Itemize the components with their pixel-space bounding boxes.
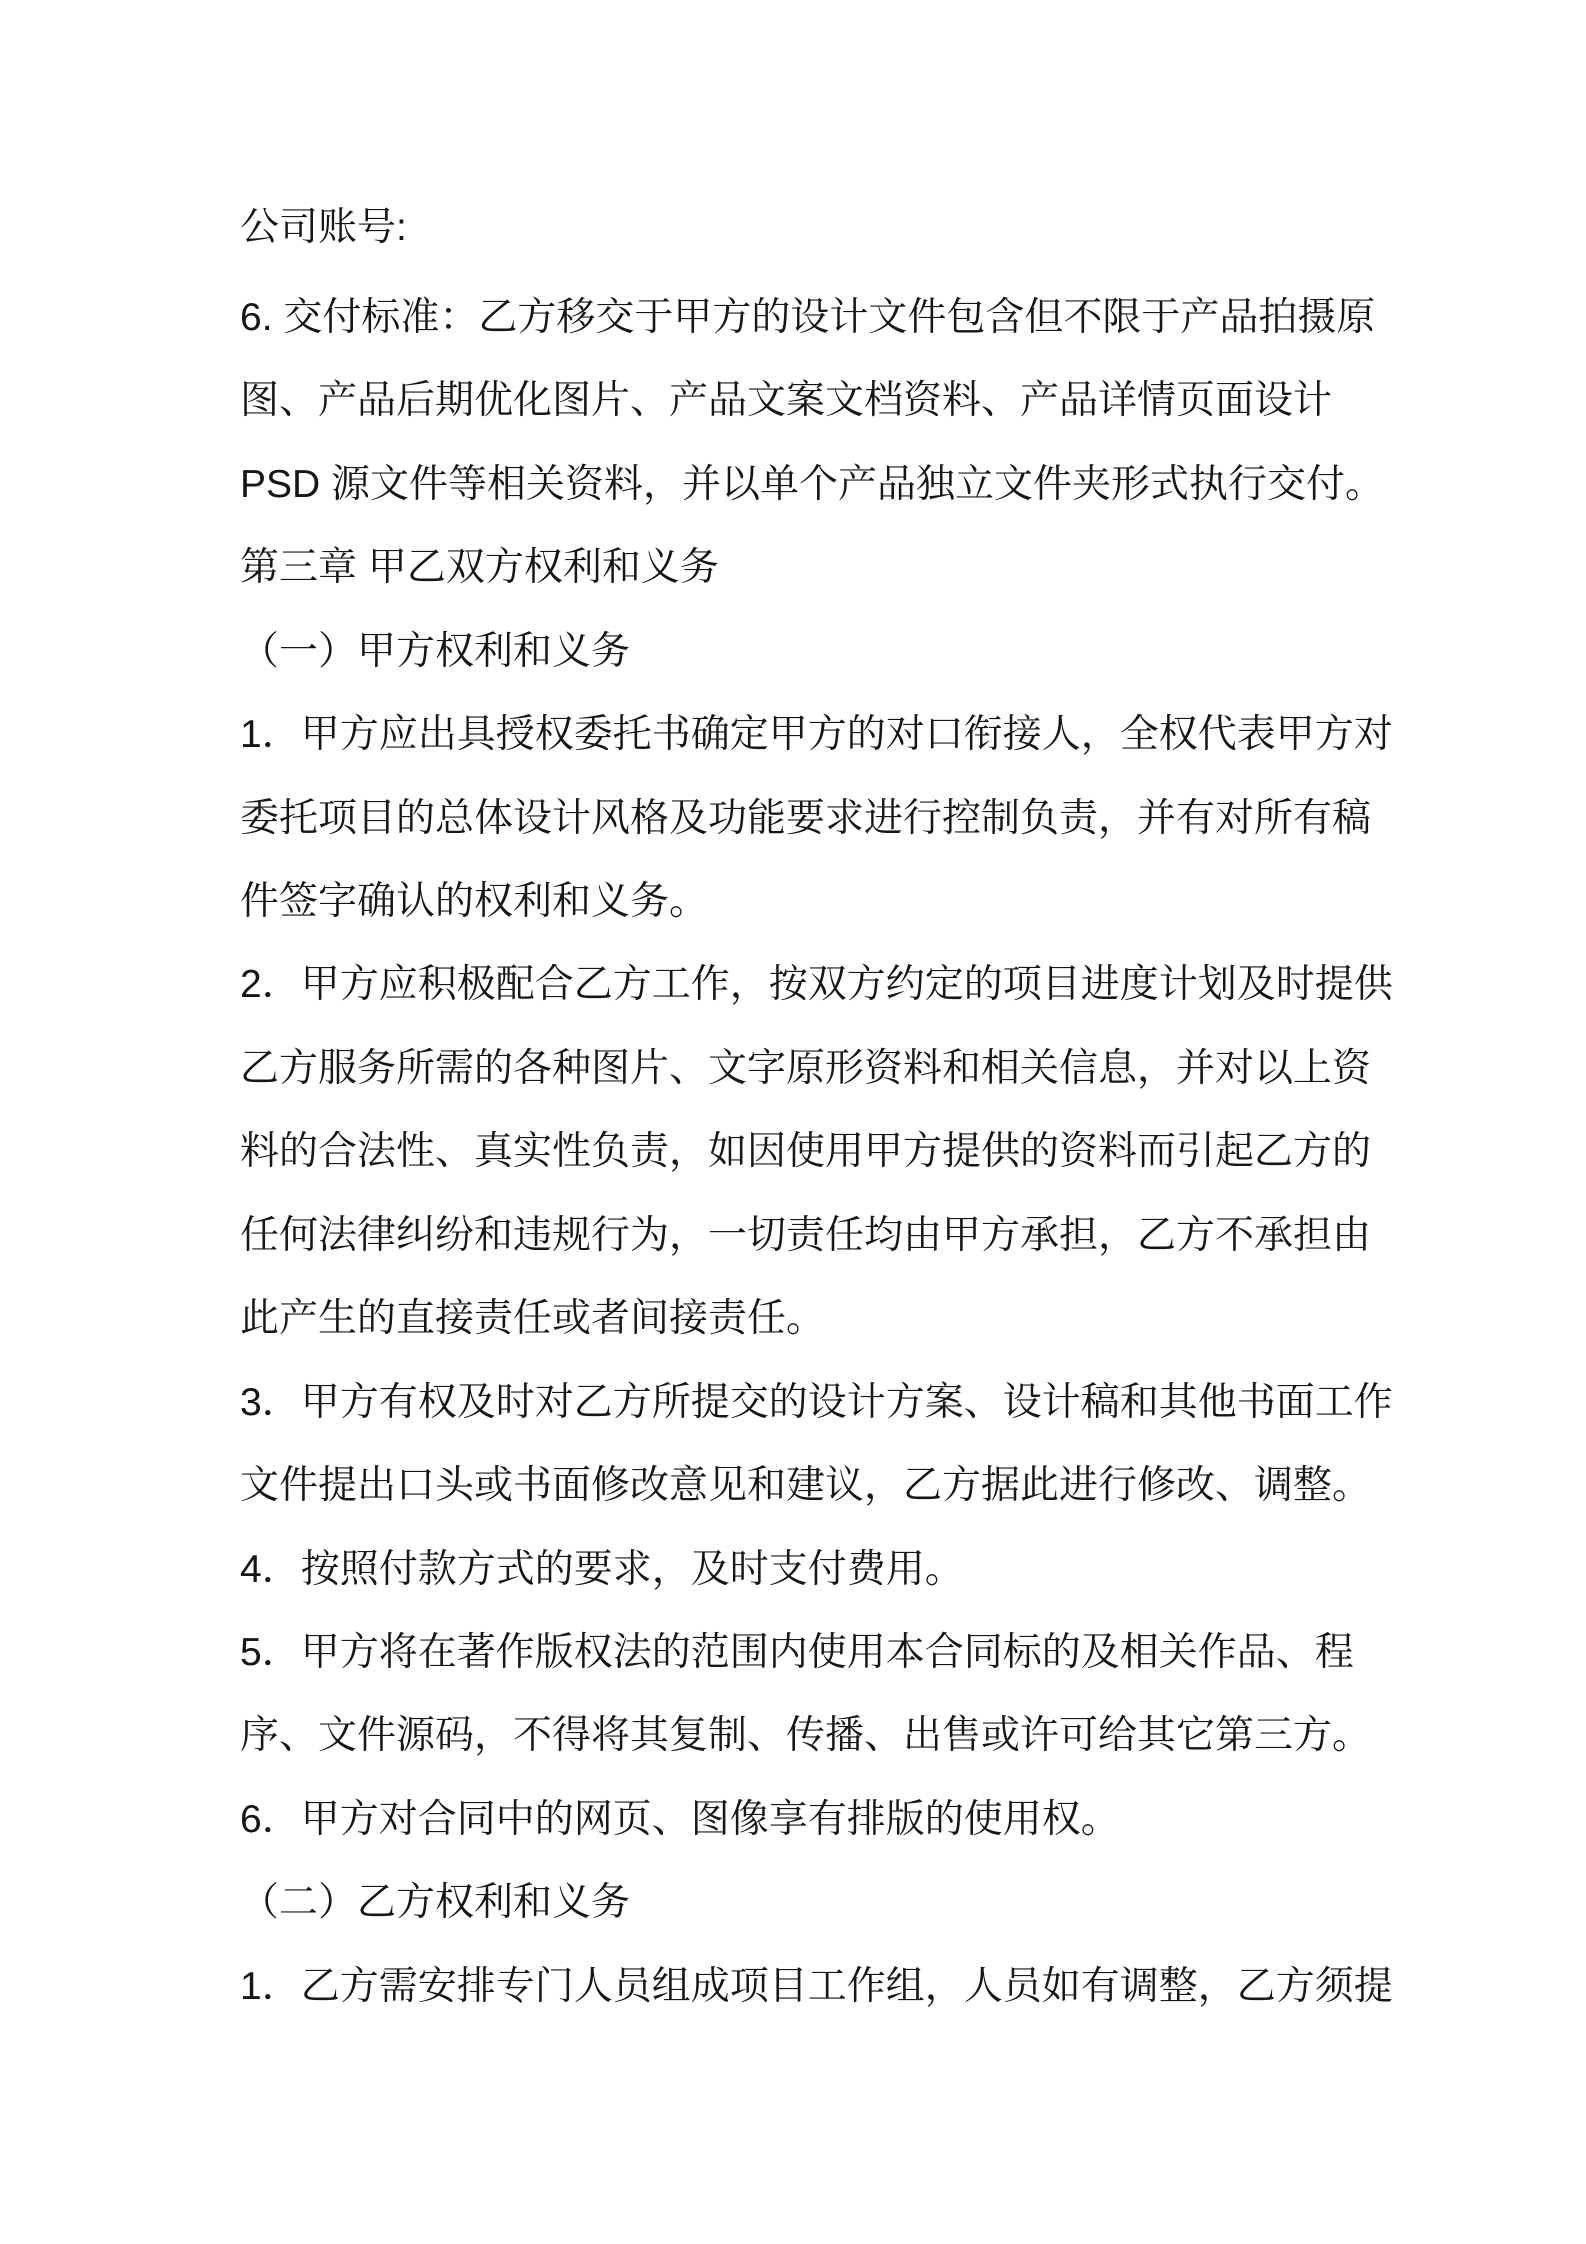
text-line: 1．甲方应出具授权委托书确定甲方的对口衔接人，全权代表甲方对 [240,713,1393,757]
text-line: 料的合法性、真实性负责，如因使用甲方提供的资料而引起乙方的 [240,1130,1372,1174]
clause-item [240,943,1440,1360]
section-heading: （一）甲方权利和义务 [240,629,631,673]
text-line: 乙方服务所需的各种图片、文字原形资料和相关信息，并对以上资 [240,1046,1372,1090]
party-b-section [240,1861,1440,2028]
text-line: 6．甲方对合同中的网页、图像享有排版的使用权。 [240,1797,1120,1841]
document-body [240,186,1440,2028]
text-line: 序、文件源码，不得将其复制、传播、出售或许可给其它第三方。 [240,1714,1372,1758]
chapter-title: 第三章 甲乙双方权利和义务 [240,546,719,590]
clause-item [240,1945,1440,2028]
clause-item [240,1611,1440,1778]
text-line: 6. 交付标准：乙方移交于甲方的设计文件包含但不限于产品拍摄原 [240,295,1376,339]
clause-item [240,1778,1440,1861]
section-heading: （二）乙方权利和义务 [240,1881,631,1925]
text-line: 委托项目的总体设计风格及功能要求进行控制负责，并有对所有稿 [240,796,1372,840]
clause-item [240,693,1440,943]
text-line: 件签字确认的权利和义务。 [240,880,709,923]
text-line: PSD 源文件等相关资料，并以单个产品独立文件夹形式执行交付。 [240,462,1385,506]
clause-item [240,1528,1440,1611]
text-line: 4．按照付款方式的要求，及时支付费用。 [240,1547,964,1591]
text-line: 2．甲方应积极配合乙方工作，按双方约定的项目进度计划及时提供 [240,963,1393,1007]
account-label: 公司账号: [240,206,407,249]
text-line: 此产生的直接责任或者间接责任。 [240,1297,826,1341]
text-line: 文件提出口头或书面修改意见和建议，乙方据此进行修改、调整。 [240,1464,1372,1508]
party-a-section [240,610,1440,1862]
delivery-standard-paragraph [240,276,1440,526]
text-line: 1．乙方需安排专门人员组成项目工作组，人员如有调整，乙方须提 [240,1964,1393,2008]
text-line: 图、产品后期优化图片、产品文案文档资料、产品详情页面设计 [240,379,1333,423]
clause-item [240,1361,1440,1528]
text-line: 3．甲方有权及时对乙方所提交的设计方案、设计稿和其他书面工作 [240,1380,1393,1424]
text-line: 5．甲方将在著作版权法的范围内使用本合同标的及相关作品、程 [240,1630,1354,1674]
text-line: 任何法律纠纷和违规行为，一切责任均由甲方承担，乙方不承担由 [240,1213,1372,1257]
